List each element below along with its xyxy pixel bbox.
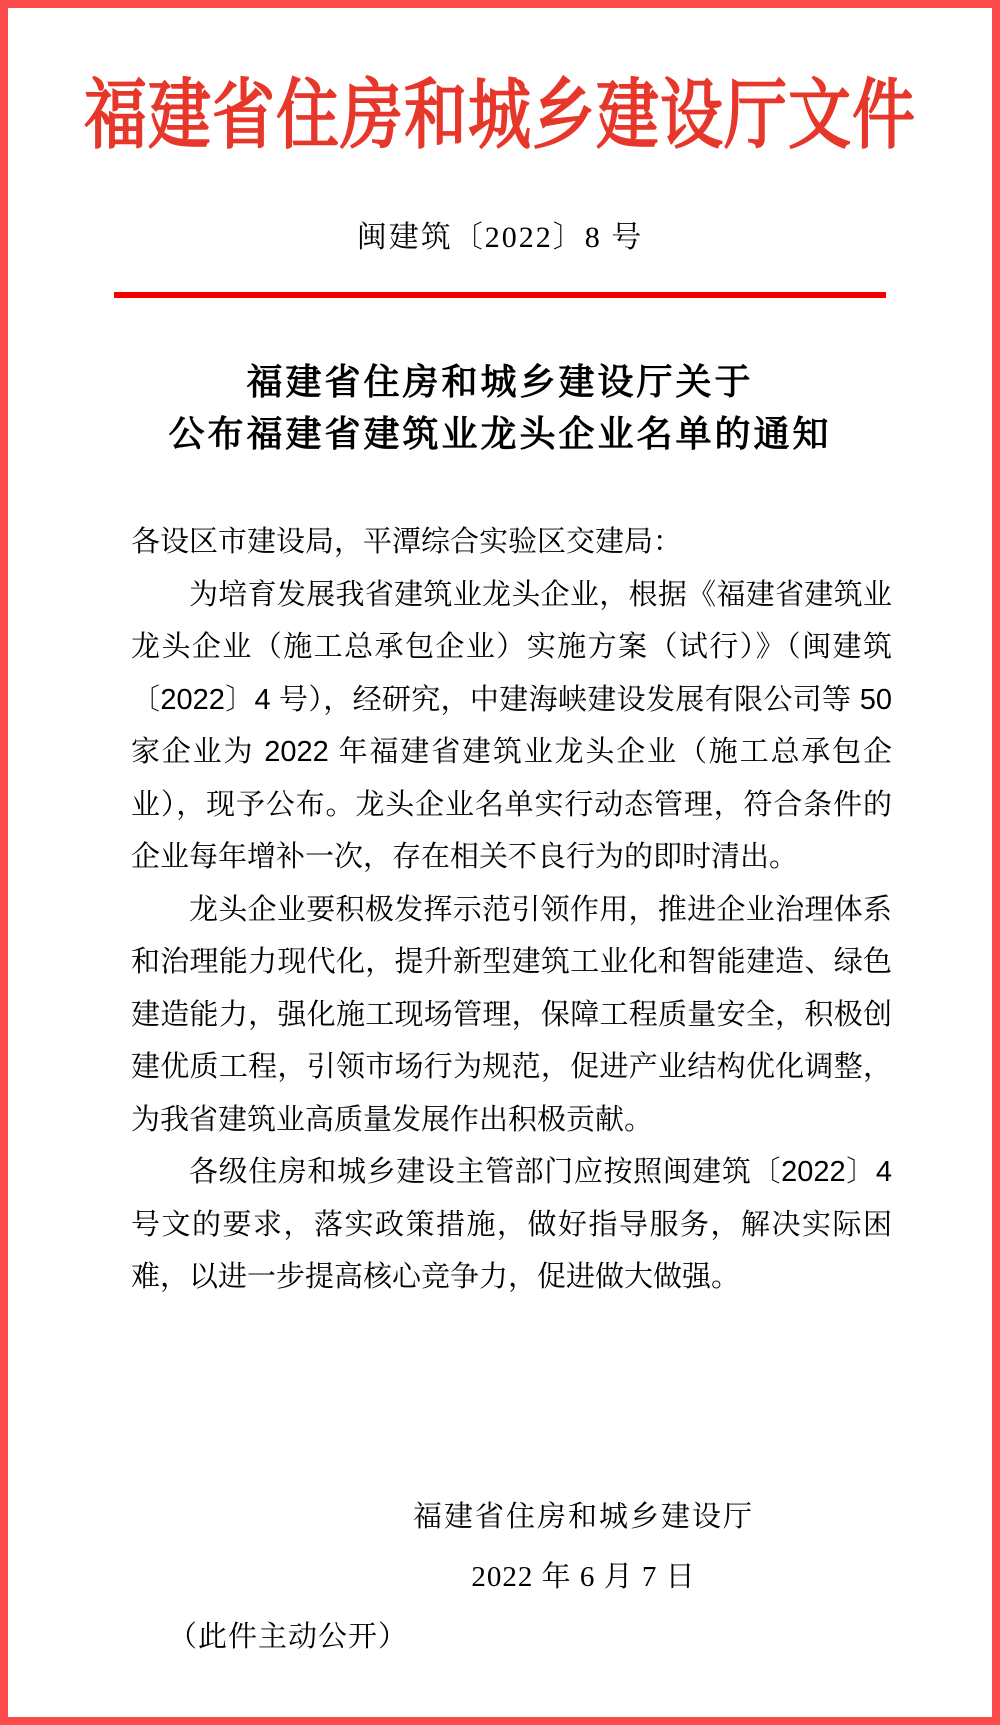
body-paragraph-3: 各级住房和城乡建设主管部门应按照闽建筑〔2022〕4 号文的要求，落实政策措施，做好指导服务，解决实际困难，以进一步提高核心竞争力，促进做大做强。 [131,1156,892,1293]
document-title-line2: 公布福建省建筑业龙头企业名单的通知 [168,413,832,454]
signature-block [413,1499,754,1595]
red-divider-rule [114,292,886,298]
document-title-line1: 福建省住房和城乡建设厅关于 [246,361,754,402]
disclosure-footnote: （此件主动公开） [168,1620,409,1653]
document-number: 闽建筑〔2022〕8 号 [356,221,644,254]
body-paragraph-2: 龙头企业要积极发挥示范引领作用，推进企业治理体系和治理能力现代化，提升新型建筑工业化和智能建造、绿色建造能力，强化施工现场管理，保障工程质量安全，积极创建优质工程，引领市场行为规范，促进产业结构优化调整，为我省建筑业高质量发展作出积极贡献。 [131,893,892,1136]
signature-organization: 福建省住房和城乡建设厅 [412,1500,754,1533]
document-header-title: 福建省住房和城乡建设厅文件 [84,73,916,159]
document-body [131,516,892,1304]
signature-date: 2022 年 6 月 7 日 [471,1560,696,1593]
salutation-line: 各设区市建设局，平潭综合实验区交建局： [131,526,683,558]
body-paragraph-1: 为培育发展我省建筑业龙头企业，根据《福建省建筑业龙头企业（施工总承包企业）实施方案（试行）》（闽建筑〔2022〕4 号），经研究，中建海峡建设发展有限公司等 50 家企业为 2022 年福建省建筑业龙头企业（施工总承包企业），现予公布。龙头企业名单实行动态管理，符合条件的企业每年增补一次，存在相关不良行为的即时清出。 [131,578,892,873]
document-title [8,356,992,460]
